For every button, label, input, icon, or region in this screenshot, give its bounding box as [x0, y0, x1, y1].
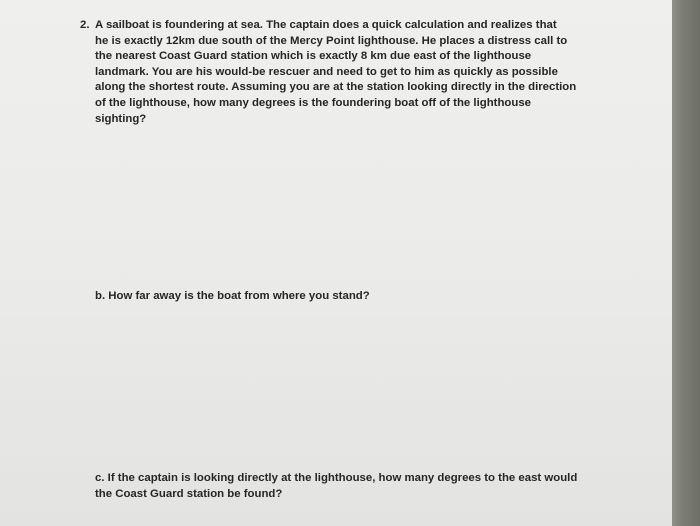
question-number: 2. [80, 19, 90, 31]
question-line: of the lighthouse, how many degrees is the foundering boat off of the lighthouse [95, 96, 532, 109]
question-text [95, 18, 595, 127]
question-line: along the shortest route. Assuming you are at the station looking directly in the direction [95, 81, 577, 94]
part-c-line: the Coast Guard station be found? [95, 487, 283, 500]
part-b-question [95, 289, 595, 305]
question-line: landmark. You are his would-be rescuer and need to get to him as quickly as possible [95, 65, 558, 78]
question-line: he is exactly 12km due south of the Mercy Point lighthouse. He places a distress call to [95, 34, 568, 47]
question-line: the nearest Coast Guard station which is exactly 8 km due east of the lighthouse [95, 50, 532, 63]
background-edge [672, 0, 700, 526]
question-line: A sailboat is foundering at sea. The captain does a quick calculation and realizes that [95, 19, 557, 31]
part-c-line: c. If the captain is looking directly at the lighthouse, how many degrees to the east would [95, 472, 578, 484]
question-line: sighting? [95, 112, 147, 125]
part-b-line: b. How far away is the boat from where you stand? [95, 290, 370, 302]
part-c-question [95, 471, 615, 502]
